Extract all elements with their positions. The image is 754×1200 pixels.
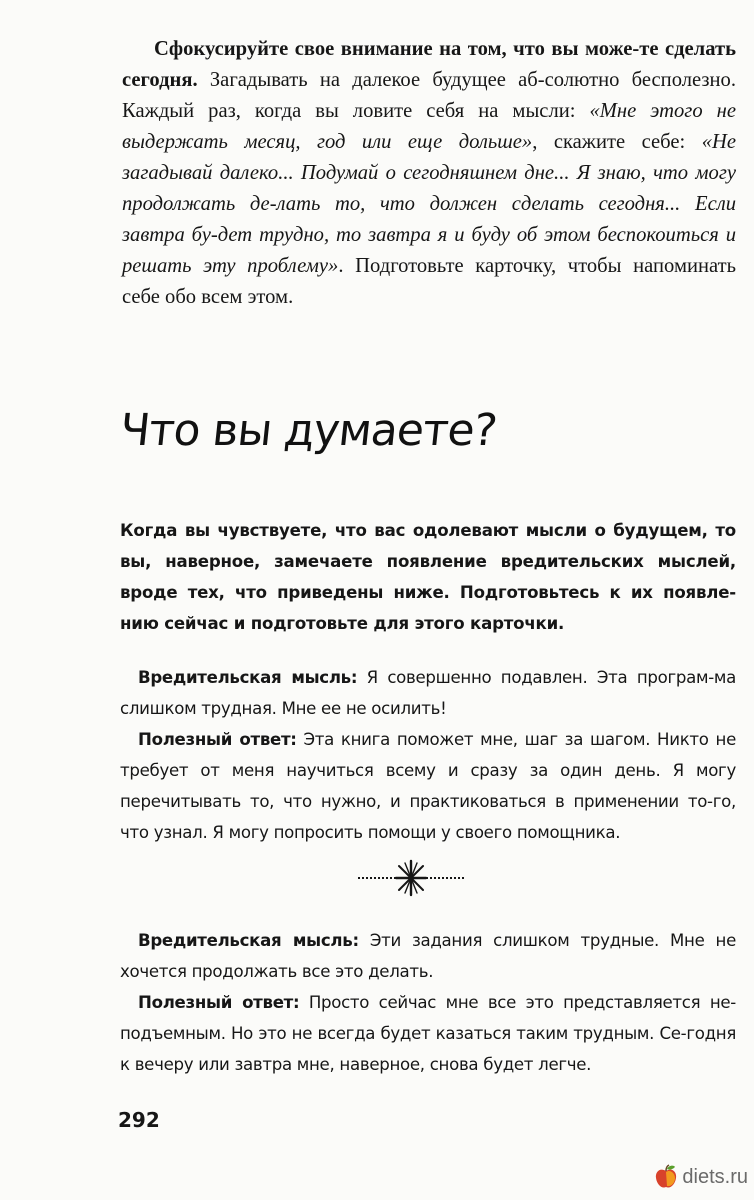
helpful-answer [120,987,736,1080]
harmful-thought-text: Я совершенно подавлен. Эта програм-ма слишком трудная. Мне ее не осилить! [120,668,736,718]
section-heading: Что вы думаете? [117,405,499,456]
example-block [120,662,736,848]
harmful-thought-label: Вредительская мысль: [138,668,358,687]
helpful-answer-label: Полезный ответ: [138,993,300,1012]
watermark-text: diets.ru [682,1165,748,1188]
intro-bold-lead: Сфокусируйте свое внимание на том, что вы може-те сделать сегодня. [122,38,736,91]
harmful-thought [120,925,736,987]
intro-quote-2: «Не загадывай далеко... Подумай о сегодняшнем дне... Я знаю, что могу продолжать де-лать то, что должен сделать сегодня... Если завтра бу-дет трудно, то завтра я и буду об этом беспокоиться и решать эту проблему» [122,131,736,277]
page-number: 292 [118,1108,160,1132]
intro-paragraph [122,34,736,313]
asterisk-star-icon [356,858,466,898]
helpful-answer-text: Просто сейчас мне все это представляется не-подъемным. Но это не всегда будет казаться таким трудным. Се-годня к вечеру или завтра мне, наверное, снова будет легче. [120,993,736,1074]
harmful-thought-text: Эти задания слишком трудные. Мне не хочется продолжать все это делать. [120,931,736,981]
helpful-answer [120,724,736,848]
intro-text-2: , скажите себе: [532,131,702,153]
site-watermark [654,1164,748,1190]
intro-text-1: Загадывать на далекое будущее аб-солютно бесполезно. Каждый раз, когда вы ловите себя на мысли: [122,69,736,122]
example-block [120,925,736,1080]
helpful-answer-text: Эта книга поможет мне, шаг за шагом. Никто не требует от меня научиться всему и сразу за один день. Я могу перечитывать то, что нужно, и практиковаться в применении то-го, что узнал. Я могу попросить помощи у своего помощника. [120,730,736,842]
intro-text-3: . Подготовьте карточку, чтобы напоминать себе обо всем этом. [122,255,737,308]
intro-quote-1: «Мне этого не выдержать месяц, год или еще дольше» [122,100,736,153]
harmful-thought [120,662,736,724]
helpful-answer-label: Полезный ответ: [138,730,297,749]
lead-paragraph: Когда вы чувствуете, что вас одолевают мысли о будущем, то вы, наверное, замечаете появление вредительских мыслей, вроде тех, что приведены ниже. Подготовьтесь к их появле-нию сейчас и подготовьте для этого карточки. [120,521,736,633]
apple-icon [654,1164,678,1190]
harmful-thought-label: Вредительская мысль: [138,931,359,950]
